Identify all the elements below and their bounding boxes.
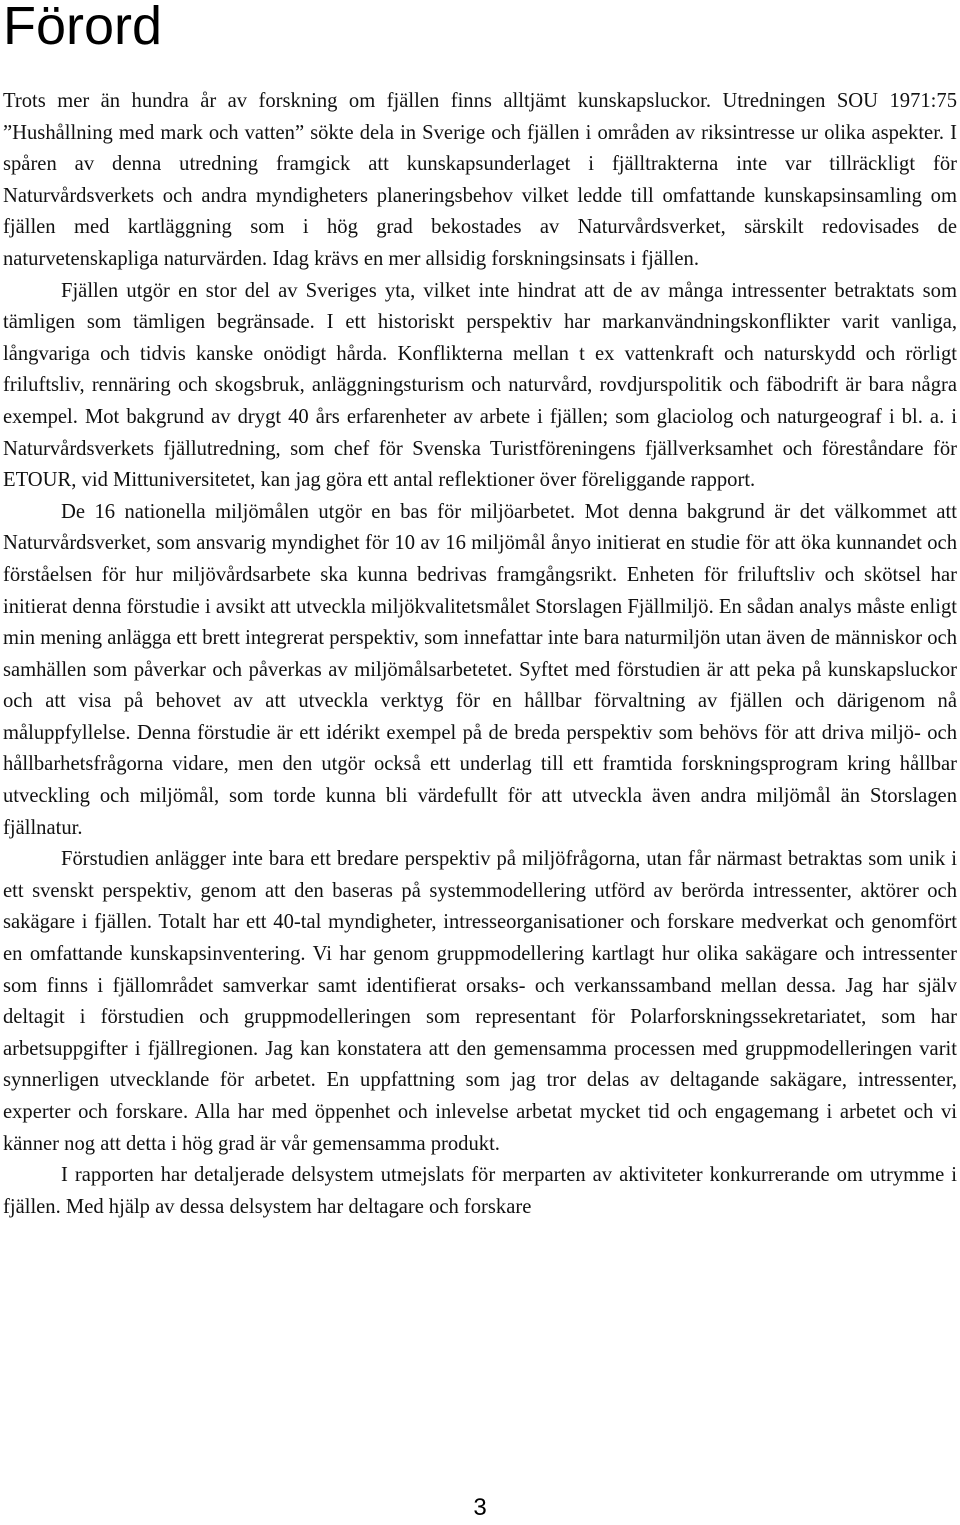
paragraph-1: Trots mer än hundra år av forskning om fjällen finns alltjämt kunskapsluckor. Utredningen SOU 1971:75 ”Hushållning med mark och vatten” sökte dela in Sverige och fjällen i områden av riksintresse ur olika aspekter. I spåren av denna utredning framgick att kunskapsunderlaget i fjälltrakterna inte var tillräckligt för Naturvårdsverkets och andra myndigheters planeringsbehov vilket ledde till omfattande kunskapsinsamling om fjällen med kartläggning som i hög grad bekostades av Naturvårdsverket, särskilt redovisades de naturvetenskapliga naturvärden. Idag krävs en mer allsidig forskningsinsats i fjällen. (3, 90, 957, 270)
paragraph-2: Fjällen utgör en stor del av Sveriges yta, vilket inte hindrat att de av många intressenter betraktats som tämligen som tämligen begränsade. I ett historiskt perspektiv har markanvändningskonflikter varit vanliga, långvariga och tidvis kanske onödigt hårda. Konflikterna mellan t ex vattenkraft och naturskydd och rörligt friluftsliv, rennäring och skogsbruk, anläggningsturism och naturvård, rovdjurspolitik och fäbodrift är bara några exempel. Mot bakgrund av drygt 40 års erfarenheter av arbete i fjällen; som glaciolog och naturgeograf i bl. a. i Naturvårdsverkets fjällutredning, som chef för Svenska Turistföreningens fjällverksamhet och föreståndare för ETOUR, vid Mittuniversitetet, kan jag göra ett antal reflektioner över föreliggande rapport. (3, 279, 957, 492)
page-title: Förord (3, 0, 163, 56)
body-text (3, 86, 957, 1223)
paragraph-3: De 16 nationella miljömålen utgör en bas för miljöarbetet. Mot denna bakgrund är det välkommet att Naturvårdsverket, som ansvarig myndighet för 10 av 16 miljömål ånyo initierat en studie för att öka kunnandet och förståelsen för hur miljövårdsarbete ska kunna bedrivas framgångsrikt. Enheten för friluftsliv och skötsel har initierat denna förstudie i avsikt att utveckla miljökvalitetsmålet Storslagen Fjällmiljö. En sådan analys måste enligt min mening anlägga ett brett integrerat perspektiv, som innefattar inte bara naturmiljön utan även de människor och samhällen som påverkar och påverkas av miljömålsarbetetet. Syftet med förstudien är att peka på kunskapsluckor och att visa på behovet av att utveckla verktyg för en hållbar förvaltning av fjällen och därigenom nå måluppfyllelse. Denna förstudie är ett idérikt exempel på de breda perspektiv som behövs för att driva miljö- och hållbarhetsfrågorna vidare, men den utgör också ett underlag till ett framtida forskningsprogram kring hållbar utveckling och miljömål, som torde kunna bli värdefullt för att utveckla även andra miljömål än Storslagen fjällnatur. (3, 500, 957, 839)
paragraph-4: Förstudien anlägger inte bara ett bredare perspektiv på miljöfrågorna, utan får närmast betraktas som unik i ett svenskt perspektiv, genom att den baseras på systemmodellering utförd av berörda intressenter, aktörer och sakägare i fjällen. Totalt har ett 40-tal myndigheter, intresseorganisationer och forskare medverkat och genomfört en omfattande kunskapsinventering. Vi har genom gruppmodellering kartlagt hur olika sakägare och intressenter som finns i fjällområdet samverkar samt identifierat orsaks- och verkanssamband mellan dessa. Jag har själv deltagit i förstudien och gruppmodelleringen som representant för Polarforskningssekretariatet, som har arbetsuppgifter i fjällregionen. Jag kan konstatera att den gemensamma processen med gruppmodelleringen varit synnerligen utvecklande för arbetet. En uppfattning som jag tror delas av deltagande sakägare, intressenter, experter och forskare. Alla har med öppenhet och inlevelse arbetat mycket tid och engagemang i arbetet och vi känner nog att detta i hög grad är vår gemensamma produkt. (3, 848, 957, 1155)
page-number: 3 (473, 1494, 487, 1521)
paragraph-5: I rapporten har detaljerade delsystem utmejslats för merparten av aktiviteter konkurrerande om utrymme i fjällen. Med hjälp av dessa delsystem har deltagare och forskare (3, 1164, 957, 1218)
